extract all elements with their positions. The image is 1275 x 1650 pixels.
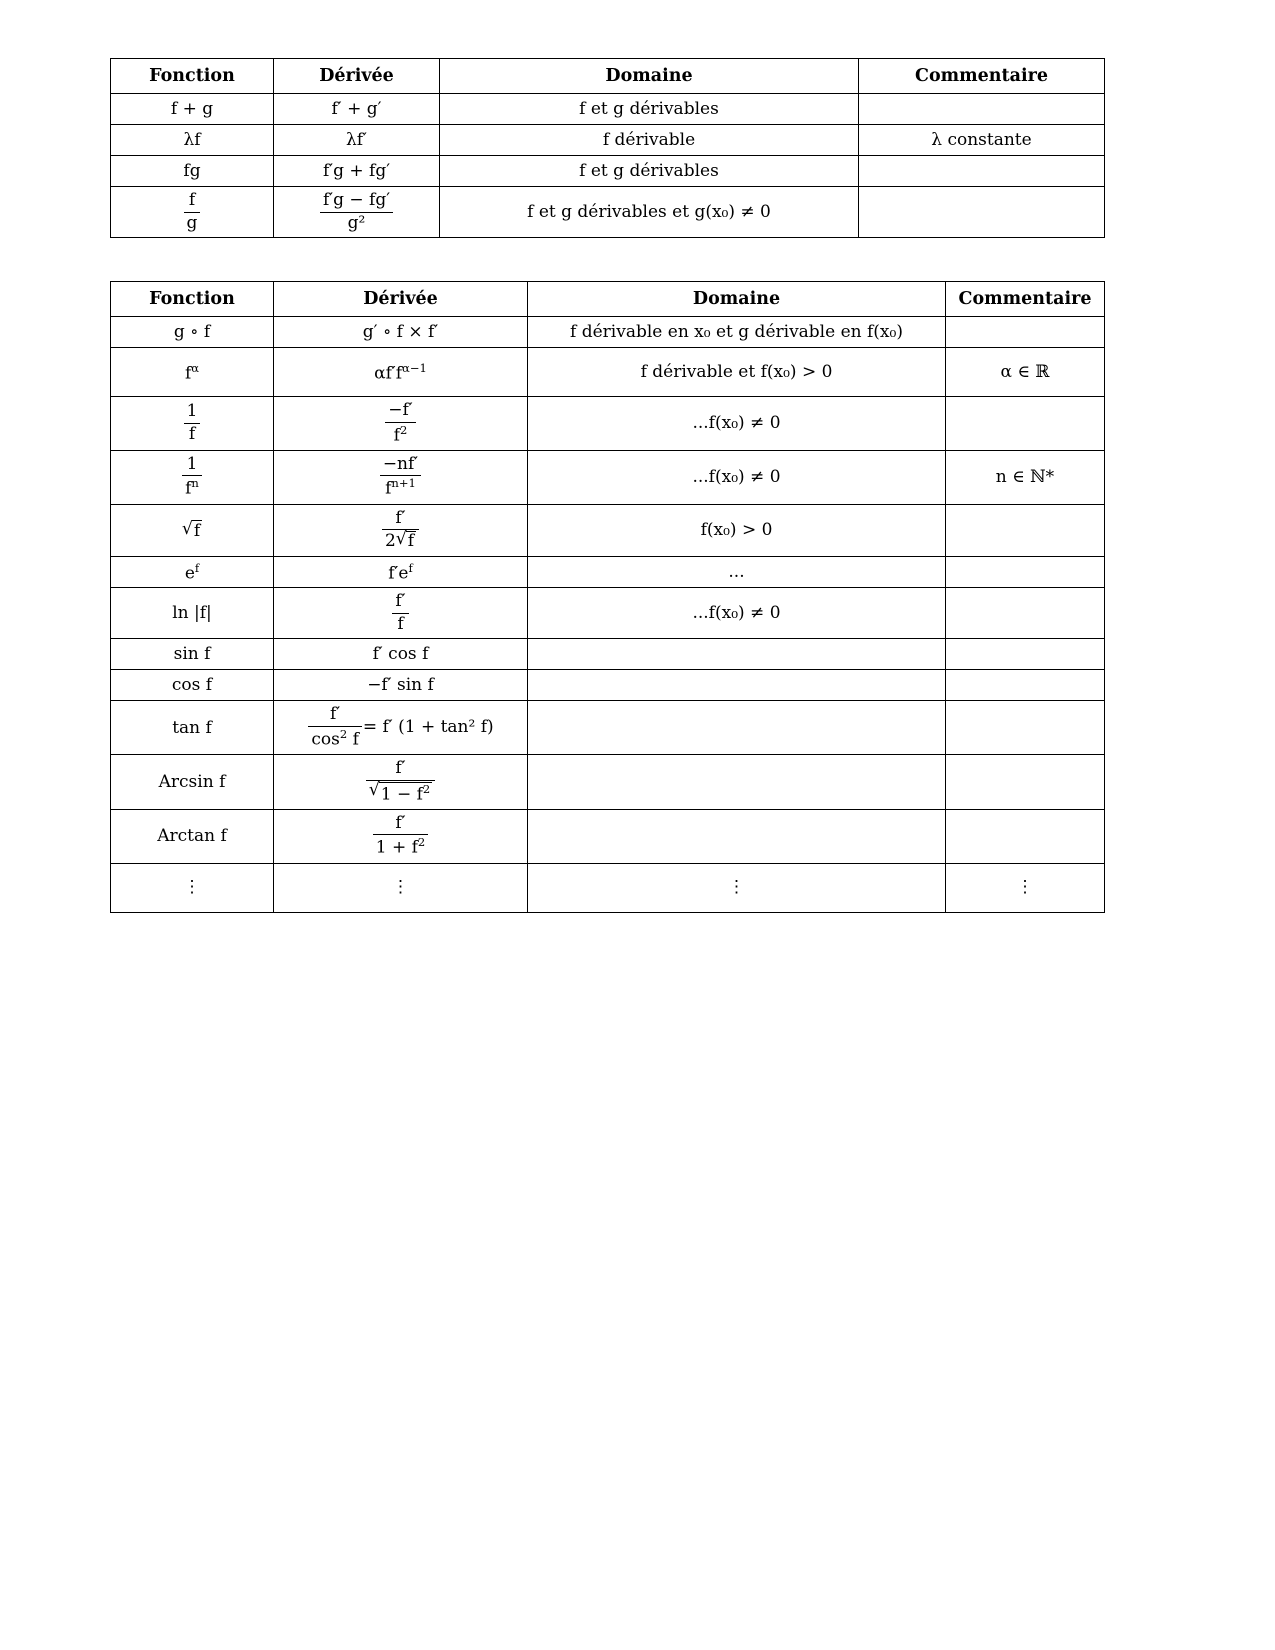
square-root: √ f: [396, 531, 416, 552]
cell-derivee: [274, 755, 528, 810]
cell-commentaire: [946, 639, 1105, 670]
cell-derivee: [274, 588, 528, 639]
cell-domaine: [528, 670, 946, 701]
cell-domaine: ...f(x₀) ≠ 0: [528, 397, 946, 451]
cell-commentaire-ellipsis: ⋮: [946, 863, 1105, 912]
column-header-domaine: Domaine: [440, 59, 859, 94]
table-row: [111, 317, 1105, 348]
exponent: 2: [399, 422, 408, 437]
cell-derivee: [274, 397, 528, 451]
cell-derivee: λf′: [274, 125, 440, 156]
cell-fonction: g ∘ f: [111, 317, 274, 348]
table-row: [111, 125, 1105, 156]
cell-domaine: ...f(x₀) ≠ 0: [528, 588, 946, 639]
cell-fonction-ellipsis: ⋮: [111, 863, 274, 912]
cell-commentaire: [859, 94, 1105, 125]
column-header-commentaire: Commentaire: [859, 59, 1105, 94]
cell-derivee: [274, 701, 528, 755]
cell-domaine: f et g dérivables: [440, 94, 859, 125]
cell-commentaire: [946, 317, 1105, 348]
cell-fonction: λf: [111, 125, 274, 156]
cell-commentaire: [946, 556, 1105, 588]
square-root: √ $1 - f^2$: [369, 782, 433, 805]
table-row: [111, 556, 1105, 588]
cell-fonction: Arcsin f: [111, 755, 274, 810]
cell-derivee: $\alpha f'f^{\alpha-1}$: [274, 348, 528, 397]
cell-derivee: f′ + g′: [274, 94, 440, 125]
column-header-domaine: Domaine: [528, 282, 946, 317]
fraction: $\frac{1}{f}$: [184, 402, 201, 444]
table-row: [111, 670, 1105, 701]
cell-fonction: fg: [111, 156, 274, 187]
fraction: $\frac{-nf'}{f^{n+1}}$: [380, 455, 421, 500]
cell-domaine: f dérivable: [440, 125, 859, 156]
cell-domaine: f(x₀) > 0: [528, 504, 946, 556]
cell-commentaire: α ∈ ℝ: [946, 348, 1105, 397]
table-row: [111, 450, 1105, 504]
cell-derivee: [274, 450, 528, 504]
fraction: $\frac{f'}{f}$: [392, 592, 408, 634]
composition-table-container: [110, 281, 1105, 913]
cell-commentaire: λ constante: [859, 125, 1105, 156]
exponent: 2: [417, 835, 426, 850]
exponent: f: [408, 560, 413, 575]
column-header-derivee: Dérivée: [274, 59, 440, 94]
cell-derivee: g′ ∘ f × f′: [274, 317, 528, 348]
fraction: $\frac{f'}{2 √ f}$: [382, 509, 419, 552]
table-row: [111, 863, 1105, 912]
cell-commentaire: [859, 187, 1105, 238]
fraction: $\frac{f'}{1 + f^2}$: [373, 814, 429, 859]
exponent: n: [191, 476, 199, 491]
table-header-row: [111, 59, 1105, 94]
cell-derivee: [274, 504, 528, 556]
cell-domaine: ...f(x₀) ≠ 0: [528, 450, 946, 504]
cell-domaine: [528, 755, 946, 810]
cell-domaine: f dérivable et f(x₀) > 0: [528, 348, 946, 397]
cell-domaine: [528, 639, 946, 670]
composition-table: [110, 281, 1105, 913]
cell-fonction: cos f: [111, 670, 274, 701]
cell-fonction: $e^f$: [111, 556, 274, 588]
table-row: [111, 156, 1105, 187]
cell-commentaire: [946, 504, 1105, 556]
fraction: $\frac{f'g - fg'}{\text{g²}}$: [320, 191, 393, 233]
cell-derivee: [274, 187, 440, 238]
table-header-row: [111, 282, 1105, 317]
cell-commentaire: [946, 755, 1105, 810]
table-row: [111, 755, 1105, 810]
cell-domaine: f et g dérivables et g(x₀) ≠ 0: [440, 187, 859, 238]
square-root: √ f: [182, 520, 202, 541]
column-header-fonction: Fonction: [111, 282, 274, 317]
cell-commentaire: [946, 397, 1105, 451]
fraction: $\frac{f}{g}$: [184, 191, 201, 233]
fraction: $\frac{-f'}{f^2}$: [385, 401, 415, 446]
cell-commentaire: n ∈ ℕ*: [946, 450, 1105, 504]
derivee-suffix: = f′ (1 + tan² f): [362, 717, 494, 738]
cell-fonction: $f^\alpha$: [111, 348, 274, 397]
cell-domaine: [528, 701, 946, 755]
cell-fonction: f + g: [111, 94, 274, 125]
cell-domaine: f et g dérivables: [440, 156, 859, 187]
table-row: [111, 701, 1105, 755]
exponent: α−1: [402, 360, 427, 375]
table-row: [111, 94, 1105, 125]
fraction: f′ √ $1 - f^2$: [366, 759, 436, 805]
cell-domaine: ...: [528, 556, 946, 588]
cell-derivee: f′g + fg′: [274, 156, 440, 187]
cell-commentaire: [946, 588, 1105, 639]
cell-derivee-ellipsis: ⋮: [274, 863, 528, 912]
cell-domaine: f dérivable en x₀ et g dérivable en f(x₀): [528, 317, 946, 348]
cell-commentaire: [946, 670, 1105, 701]
cell-derivee: $f'e^f$: [274, 556, 528, 588]
table-row: [111, 187, 1105, 238]
fraction: $\frac{1}{f^n}$: [182, 455, 202, 500]
cell-domaine-ellipsis: ⋮: [528, 863, 946, 912]
cell-fonction: Arctan f: [111, 809, 274, 863]
exponent: α: [191, 360, 200, 375]
cell-commentaire: [946, 701, 1105, 755]
cell-derivee: f′ cos f: [274, 639, 528, 670]
column-header-derivee: Dérivée: [274, 282, 528, 317]
cell-fonction: [111, 397, 274, 451]
exponent: f: [194, 560, 200, 575]
cell-fonction: tan f: [111, 701, 274, 755]
cell-commentaire: [859, 156, 1105, 187]
cell-domaine: [528, 809, 946, 863]
operations-table: [110, 58, 1105, 238]
exponent: 2: [339, 726, 348, 741]
table-row: [111, 504, 1105, 556]
cell-fonction: [111, 450, 274, 504]
table-row: [111, 639, 1105, 670]
cell-derivee: −f′ sin f: [274, 670, 528, 701]
operations-table-container: [110, 58, 1105, 238]
cell-fonction: [111, 504, 274, 556]
table-row: [111, 348, 1105, 397]
column-header-fonction: Fonction: [111, 59, 274, 94]
exponent: n+1: [391, 476, 416, 491]
table-row: [111, 397, 1105, 451]
cell-commentaire: [946, 809, 1105, 863]
table-row: [111, 588, 1105, 639]
cell-fonction: [111, 187, 274, 238]
cell-derivee: [274, 809, 528, 863]
cell-fonction: ln |f|: [111, 588, 274, 639]
column-header-commentaire: Commentaire: [946, 282, 1105, 317]
cell-fonction: sin f: [111, 639, 274, 670]
table-row: [111, 809, 1105, 863]
fraction: $\frac{f'}{\cos^2 f}$: [308, 705, 362, 750]
